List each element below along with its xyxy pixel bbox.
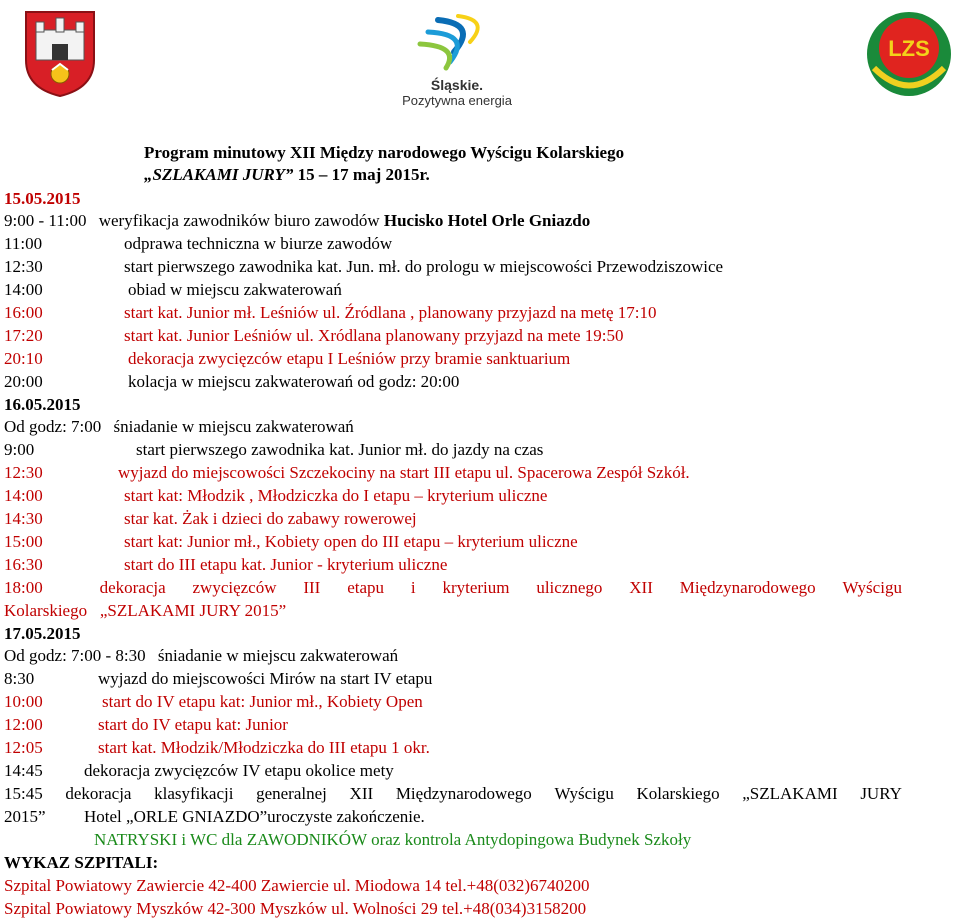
word: Międzynarodowego xyxy=(679,578,816,597)
text: start kat. Junior mł. Leśniów ul. Źródlana , planowany przyjazd na metę 17:10 xyxy=(124,303,657,322)
text: start kat. Junior Leśniów ul. Xródlana planowany przyjazd na mete 19:50 xyxy=(124,326,624,345)
word: dekoracja xyxy=(99,578,166,597)
text: start pierwszego zawodnika kat. Jun. mł. do prologu w miejscowości Przewodziszowice xyxy=(124,257,724,276)
text: start kat. Młodzik/Młodziczka do III etapu 1 okr. xyxy=(98,738,430,757)
text: start kat: Młodzik , Młodziczka do I etapu – kryterium uliczne xyxy=(124,486,548,505)
text: wyjazd do miejscowości Szczekociny na start III etapu ul. Spacerowa Zespół Szkół. xyxy=(118,463,690,482)
word: klasyfikacji xyxy=(154,784,234,803)
day1-item-1 xyxy=(4,210,590,232)
time: 12:30 xyxy=(4,257,43,276)
justified-line xyxy=(4,577,902,599)
word: Wyścigu xyxy=(554,784,614,803)
text: weryfikacja zawodników biuro zawodów xyxy=(98,211,380,230)
slaskie-waves-icon xyxy=(398,12,516,72)
day3-item-1 xyxy=(4,645,398,667)
slaskie-logo xyxy=(398,12,516,110)
text: obiad w miejscu zakwaterowań xyxy=(128,280,342,299)
word: XII xyxy=(349,784,374,803)
time: 10:00 xyxy=(4,692,43,711)
venue: Hucisko Hotel Orle Gniazdo xyxy=(383,211,591,230)
hospitals-heading: WYKAZ SZPITALI: xyxy=(4,853,159,872)
time: 15:00 xyxy=(4,532,43,551)
justified-line xyxy=(4,783,902,805)
time: 11:00 xyxy=(4,234,43,253)
time: 9:00 - 11:00 xyxy=(4,211,87,230)
time: 12:05 xyxy=(4,738,43,757)
program-title: Program minutowy XII Między narodowego Wyścigu Kolarskiego xyxy=(144,143,625,162)
time: Od godz: 7:00 - 8:30 xyxy=(4,646,146,665)
text: wyjazd do miejscowości Mirów na start IV etapu xyxy=(98,669,433,688)
word: III xyxy=(303,578,321,597)
word: kryterium xyxy=(442,578,510,597)
time: 14:00 xyxy=(4,486,43,505)
time: 17:20 xyxy=(4,326,43,345)
day1-date: 15.05.2015 xyxy=(4,189,81,208)
time: 14:30 xyxy=(4,509,43,528)
text: start kat: Junior mł., Kobiety open do III etapu – kryterium uliczne xyxy=(124,532,578,551)
time: 20:00 xyxy=(4,372,43,391)
day2-item-8-continued: Kolarskiego „SZLAKAMI JURY 2015” xyxy=(4,601,287,620)
day3-item-7 xyxy=(4,783,902,805)
word: Międzynarodowego xyxy=(395,784,532,803)
word: Wyścigu xyxy=(842,578,902,597)
facilities-notice: NATRYSKI i WC dla ZAWODNIKÓW oraz kontrola Antydopingowa Budynek Szkoły xyxy=(94,830,692,849)
word: ulicznego xyxy=(536,578,603,597)
time: 12:00 xyxy=(4,715,43,734)
text: śniadanie w miejscu zakwaterowań xyxy=(113,417,354,436)
word: zwycięzców xyxy=(192,578,277,597)
day2-item-1 xyxy=(4,416,354,438)
time: 12:30 xyxy=(4,463,43,482)
text: dekoracja zwycięzców etapu I Leśniów przy bramie sanktuarium xyxy=(128,349,571,368)
text: start pierwszego zawodnika kat. Junior mł. do jazdy na czas xyxy=(136,440,544,459)
day3-date: 17.05.2015 xyxy=(4,624,81,643)
slaskie-slogan: Pozytywna energia xyxy=(402,93,512,108)
lzs-text: LZS xyxy=(888,36,930,61)
text: start do IV etapu kat: Junior mł., Kobiety Open xyxy=(102,692,423,711)
text: start do III etapu kat. Junior - kryterium uliczne xyxy=(124,555,448,574)
time: 2015” xyxy=(4,807,46,826)
word: XII xyxy=(629,578,653,597)
day2-item-8 xyxy=(4,577,902,599)
text: Hotel „ORLE GNIAZDO”uroczyste zakończenie. xyxy=(84,807,425,826)
word: JURY xyxy=(860,784,902,803)
time: 14:45 xyxy=(4,761,43,780)
text: odprawa techniczna w biurze zawodów xyxy=(124,234,393,253)
time: 8:30 xyxy=(4,669,35,688)
time: 9:00 xyxy=(4,440,35,459)
time: 20:10 xyxy=(4,349,43,368)
race-name: „SZLAKAMI JURY” xyxy=(144,165,294,184)
word: generalnej xyxy=(256,784,327,803)
time: 18:00 xyxy=(4,578,43,597)
time: 14:00 xyxy=(4,280,43,299)
race-dates: 15 – 17 maj 2015r. xyxy=(293,165,430,184)
time: 15:45 xyxy=(4,784,43,803)
time: 16:30 xyxy=(4,555,43,574)
hospital-zawiercie: Szpital Powiatowy Zawiercie 42-400 Zawiercie ul. Miodowa 14 tel.+48(032)6740200 xyxy=(4,876,590,895)
text: kolacja w miejscu zakwaterowań od godz: 20:00 xyxy=(128,372,460,391)
coat-of-arms-logo xyxy=(22,8,98,98)
word: etapu xyxy=(347,578,385,597)
hospital-myszkow: Szpital Powiatowy Myszków 42-300 Myszków ul. Wolności 29 tel.+48(034)3158200 xyxy=(4,899,587,918)
word: dekoracja xyxy=(65,784,132,803)
program-subtitle xyxy=(144,164,430,186)
time: Od godz: 7:00 xyxy=(4,417,102,436)
text: star kat. Żak i dzieci do zabawy rowerowej xyxy=(124,509,417,528)
text: śniadanie w miejscu zakwaterowań xyxy=(157,646,399,665)
text: dekoracja zwycięzców IV etapu okolice mety xyxy=(84,761,394,780)
time: 16:00 xyxy=(4,303,43,322)
word: i xyxy=(410,578,416,597)
word: „SZLAKAMI xyxy=(742,784,838,803)
text: start do IV etapu kat: Junior xyxy=(98,715,288,734)
lzs-logo xyxy=(864,8,954,102)
day2-date: 16.05.2015 xyxy=(4,395,81,414)
word: Kolarskiego xyxy=(636,784,720,803)
slaskie-title: Śląskie. xyxy=(430,77,484,93)
